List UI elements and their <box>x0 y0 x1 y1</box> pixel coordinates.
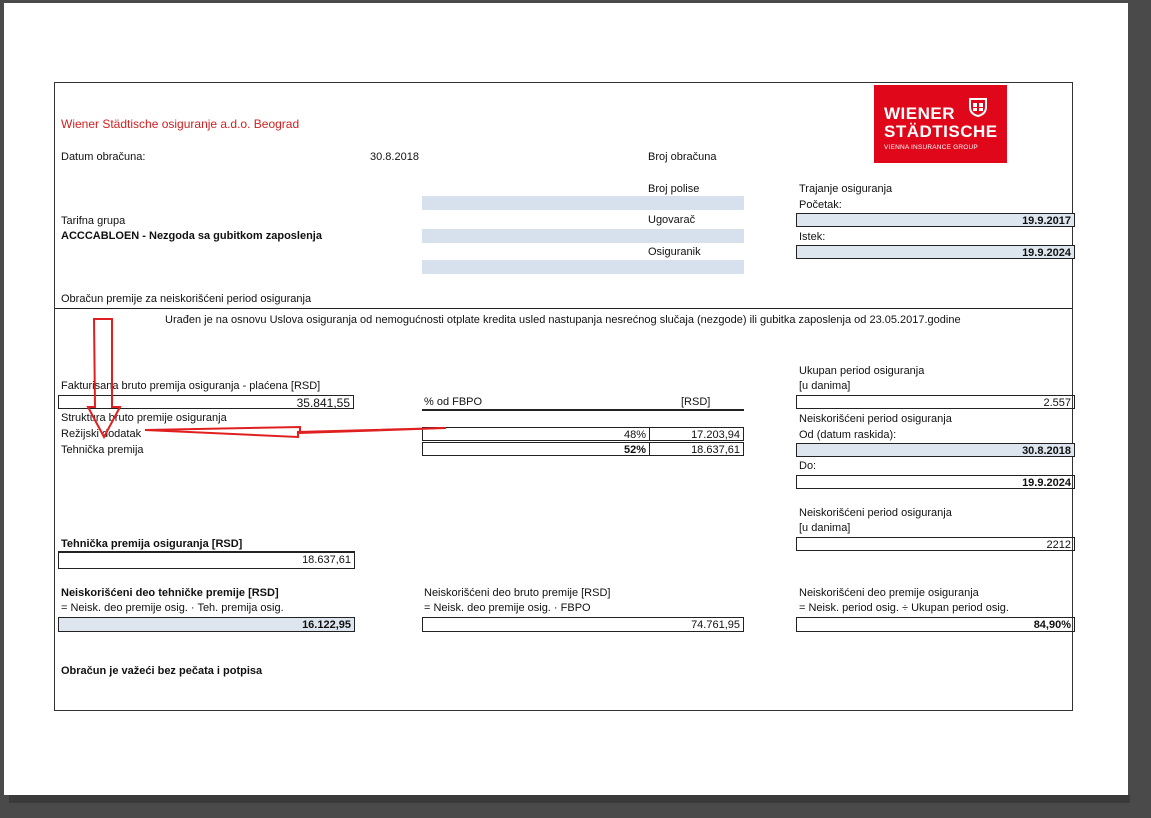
row-rezijski-name: Režijski dodatak <box>61 428 142 440</box>
do-label: Do: <box>799 460 817 472</box>
logo-line1: WIENER <box>884 104 955 123</box>
row-tehnicka-rsd: 18.637,61 <box>649 442 744 456</box>
istek-value: 19.9.2024 <box>796 245 1075 259</box>
datum-value: 30.8.2018 <box>370 151 419 163</box>
bottom1-formula: = Neisk. deo premije osig. · Teh. premija osig. <box>61 602 284 614</box>
bottom3-label: Neiskorišćeni deo premije osiguranja <box>799 587 979 599</box>
neisk-dani-label2: [u danima] <box>799 522 851 534</box>
struktura-label: Struktura bruto premije osiguranja <box>61 412 227 424</box>
fakturisana-label: Fakturisana bruto premija osiguranja - plaćena [RSD] <box>61 380 321 392</box>
neisk-dani-value: 2212 <box>796 537 1075 551</box>
col-pct-header: % od FBPO <box>424 396 483 408</box>
bottom3-value: 84,90% <box>796 617 1075 632</box>
neisk-period-label: Neiskorišćeni period osiguranja <box>799 413 952 425</box>
logo-line3: VIENNA INSURANCE GROUP <box>884 144 978 151</box>
ukupan-value: 2.557 <box>796 395 1075 409</box>
od-value: 30.8.2018 <box>796 443 1075 457</box>
teh-premija-value: 18.637,61 <box>58 553 355 569</box>
pocetak-value: 19.9.2017 <box>796 213 1075 227</box>
down-arrow-annotation <box>88 319 120 437</box>
bottom2-label: Neiskorišćeni deo bruto premije [RSD] <box>424 587 611 599</box>
bottom1-label: Neiskorišćeni deo tehničke premije [RSD] <box>61 587 279 599</box>
row-rezijski-rsd: 17.203,94 <box>649 427 744 441</box>
bottom2-formula: = Neisk. deo premije osig. · FBPO <box>424 602 591 614</box>
company-name: Wiener Städtische osiguranje a.d.o. Beograd <box>61 117 300 131</box>
ukupan-label2: [u danima] <box>799 380 851 392</box>
row-tehnicka-name: Tehnička premija <box>61 444 144 456</box>
row-rezijski-pct: 48% <box>422 427 650 441</box>
ukupan-label1: Ukupan period osiguranja <box>799 365 925 377</box>
row-tehnicka-pct: 52% <box>422 442 650 456</box>
teh-premija-label: Tehnička premija osiguranja [RSD] <box>61 538 243 550</box>
bottom2-value: 74.761,95 <box>422 617 744 632</box>
left-arrow-annotation <box>145 427 446 437</box>
broj-obracuna-label: Broj obračuna <box>648 151 717 163</box>
tarifna-label: Tarifna grupa <box>61 215 126 227</box>
od-label: Od (datum raskida): <box>799 429 897 441</box>
istek-label: Istek: <box>799 231 826 243</box>
col-rsd-header: [RSD] <box>681 396 711 408</box>
ugovarac-label: Ugovarač <box>648 214 696 226</box>
bottom1-value: 16.122,95 <box>58 617 355 632</box>
datum-label: Datum obračuna: <box>61 151 146 163</box>
basis-text: Urađen je na osnovu Uslova osiguranja od nemogućnosti otplate kredita usled nastupanja nesrećnog slučaja (nezgode) ili gubitka zaposlenja od 23.05.2017.godine <box>165 314 961 326</box>
osiguranik-label: Osiguranik <box>648 246 701 258</box>
pocetak-label: Početak: <box>799 199 842 211</box>
tarifna-value: ACCCABLOEN - Nezgoda sa gubitkom zaposlenja <box>61 230 322 242</box>
broj-polise-label: Broj polise <box>648 183 700 195</box>
section-title: Obračun premije za neiskorišćeni period osiguranja <box>61 293 312 305</box>
footer-text: Obračun je važeći bez pečata i potpisa <box>61 665 263 677</box>
do-value: 19.9.2024 <box>796 475 1075 489</box>
neisk-dani-label1: Neiskorišćeni period osiguranja <box>799 507 952 519</box>
bottom3-formula: = Neisk. period osig. ÷ Ukupan period osig. <box>799 602 1009 614</box>
logo-line2: STÄDTISCHE <box>884 122 998 141</box>
fakturisana-value: 35.841,55 <box>58 395 354 409</box>
trajanje-label: Trajanje osiguranja <box>799 183 893 195</box>
